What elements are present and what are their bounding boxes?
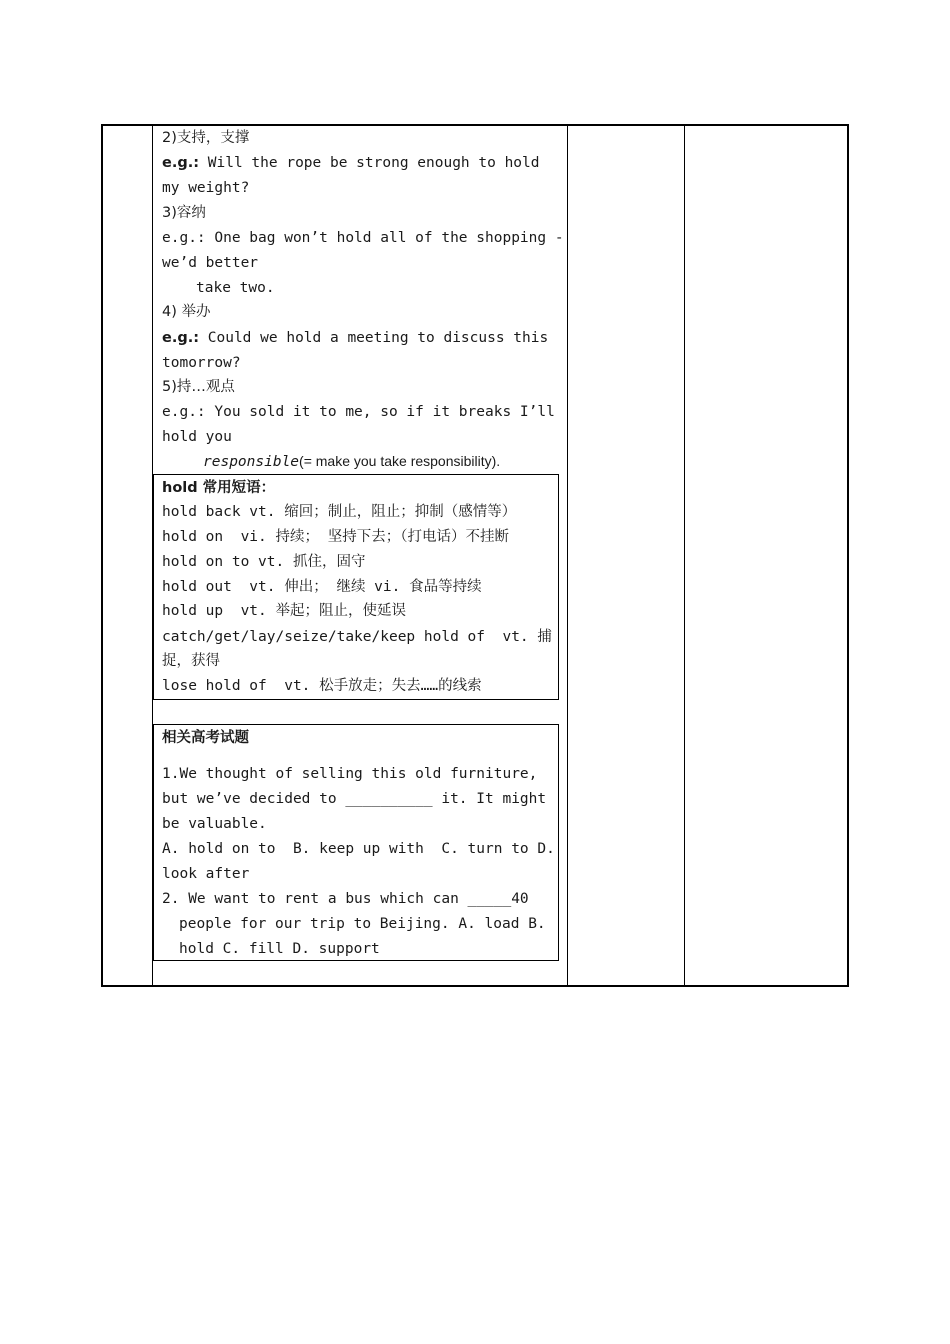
- exam-line: but we’ve decided to __________ it. It might: [162, 791, 547, 807]
- exam-title: 相关高考试题: [162, 730, 249, 746]
- exam-line: hold C. fill D. support: [179, 941, 380, 957]
- phrases-title: hold 常用短语：: [162, 480, 276, 496]
- example-line: e.g.: You sold it to me, so if it breaks I’ll: [162, 404, 555, 420]
- example-line: we’d better: [162, 255, 259, 271]
- column-divider: [567, 124, 568, 987]
- example-line: tomorrow?: [162, 355, 241, 371]
- phrase-item: hold on to vt. 抓住，固守: [162, 554, 366, 570]
- example-line: my weight?: [162, 180, 250, 196]
- phrase-item: lose hold of vt. 松手放走；失去……的线索: [162, 678, 482, 694]
- exam-line: look after: [162, 866, 250, 882]
- phrase-item: hold up vt. 举起；阻止，使延误: [162, 603, 406, 619]
- exam-line: A. hold on to B. keep up with C. turn to D.: [162, 841, 555, 857]
- phrase-item: hold on vi. 持续； 坚持下去；（打电话）不挂断: [162, 529, 509, 545]
- usage-line: 3)容纳: [162, 205, 206, 221]
- exam-line: 1.We thought of selling this old furniture,: [162, 766, 538, 782]
- exam-line: people for our trip to Beijing. A. load B.: [179, 916, 546, 932]
- example-line: e.g.: Could we hold a meeting to discuss this: [162, 330, 549, 346]
- usage-line: 2)支持，支撑: [162, 130, 250, 146]
- example-line: e.g.: One bag won’t hold all of the shopping -: [162, 230, 564, 246]
- exam-line: be valuable.: [162, 816, 267, 832]
- example-line: take two.: [196, 280, 275, 296]
- phrase-item: catch/get/lay/seize/take/keep hold of vt. 捕: [162, 629, 552, 645]
- phrase-item: 捉，获得: [162, 653, 220, 669]
- phrase-item: hold out vt. 伸出； 继续 vi. 食品等持续: [162, 579, 482, 595]
- example-line: hold you: [162, 429, 232, 445]
- usage-line: 4) 举办: [162, 304, 211, 320]
- example-line: e.g.: Will the rope be strong enough to hold: [162, 155, 540, 171]
- column-divider: [684, 124, 685, 987]
- exam-line: 2. We want to rent a bus which can _____40: [162, 891, 529, 907]
- usage-line: 5)持…观点: [162, 379, 235, 395]
- phrase-item: hold back vt. 缩回；制止，阻止；抑制（感情等）: [162, 504, 517, 520]
- example-line: responsible(= make you take responsibility).: [203, 453, 501, 470]
